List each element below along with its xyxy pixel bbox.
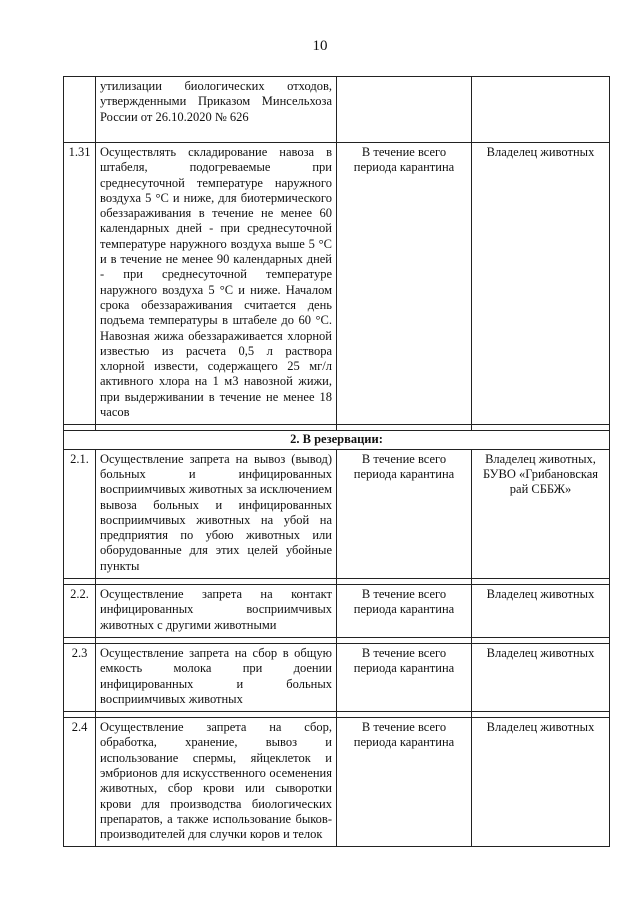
table-row-continued — [64, 77, 610, 143]
page-number: 10 — [312, 38, 328, 54]
action-cell: Осуществление запрета на вывоз (вывод) больных и инфицированных восприимчивых животных за исключением вывоза больных и инфицированных восприимчивых животных на убой на предприятия по убою животных или оборудованные для этих целей убойные пункты — [96, 449, 337, 578]
deadline-cell: В течение всего периода карантина — [337, 643, 472, 711]
table-row-2-1 — [64, 449, 610, 578]
row-number-cell: 2.4 — [64, 718, 96, 847]
table-row-1-31 — [64, 143, 610, 425]
responsible-cell: Владелец животных — [472, 718, 610, 847]
action-cell: Осуществлять складирование навоза в штабеля, подогреваемые при среднесуточной температуре наружного воздуха 5 °С и ниже, для биотермического обеззараживания в течение не менее 60 календарных дней - при среднесуточной температуре наружного воздуха выше 5 °С и в течение не менее 90 календарных дней - при среднесуточной температуре наружного воздуха 5 °С и ниже. Началом срока обеззараживания считается день подъема температуры в штабеле до 60 °С. Навозная жижа обеззараживается хлорной известью из расчета 0,5 л раствора хлорной извести, содержащего 25 мг/л активного хлора на 1 м3 навозной жижи, при выдерживании в течение не менее 18 часов — [96, 143, 337, 425]
responsible-cell: Владелец животных — [472, 643, 610, 711]
section-heading-row — [64, 431, 610, 449]
row-number-cell: 2.3 — [64, 643, 96, 711]
row-number-cell: 2.2. — [64, 585, 96, 638]
row-number-cell: 1.31 — [64, 143, 96, 425]
deadline-cell — [337, 77, 472, 143]
action-cell: Осуществление запрета на сбор в общую емкость молока при доении инфицированных и больных восприимчивых животных — [96, 643, 337, 711]
responsible-cell — [472, 77, 610, 143]
table-row-2-3 — [64, 643, 610, 711]
table-row-2-2 — [64, 585, 610, 638]
responsible-cell: Владелец животных — [472, 585, 610, 638]
responsible-cell: Владелец животных, БУВО «Грибановская рай СББЖ» — [472, 449, 610, 578]
deadline-cell: В течение всего периода карантина — [337, 718, 472, 847]
measures-table — [63, 76, 610, 847]
action-cell: Осуществление запрета на сбор, обработка, хранение, вывоз и использование спермы, яйцеклеток и эмбрионов для искусственного осеменения животных, сбор крови или сыворотки крови для производства биологических препаратов, а также использование быков-производителей для случки коров и телок — [96, 718, 337, 847]
action-cell: Осуществление запрета на контакт инфицированных восприимчивых животных с другими животными — [96, 585, 337, 638]
row-number-cell: 2.1. — [64, 449, 96, 578]
table-row-2-4 — [64, 718, 610, 847]
action-cell: утилизации биологических отходов, утвержденными Приказом Минсельхоза России от 26.10.2020 № 626 — [96, 77, 337, 143]
deadline-cell: В течение всего периода карантина — [337, 449, 472, 578]
section-heading: 2. В резервации: — [64, 431, 610, 449]
responsible-cell: Владелец животных — [472, 143, 610, 425]
deadline-cell: В течение всего периода карантина — [337, 143, 472, 425]
row-number-cell — [64, 77, 96, 143]
deadline-cell: В течение всего периода карантина — [337, 585, 472, 638]
